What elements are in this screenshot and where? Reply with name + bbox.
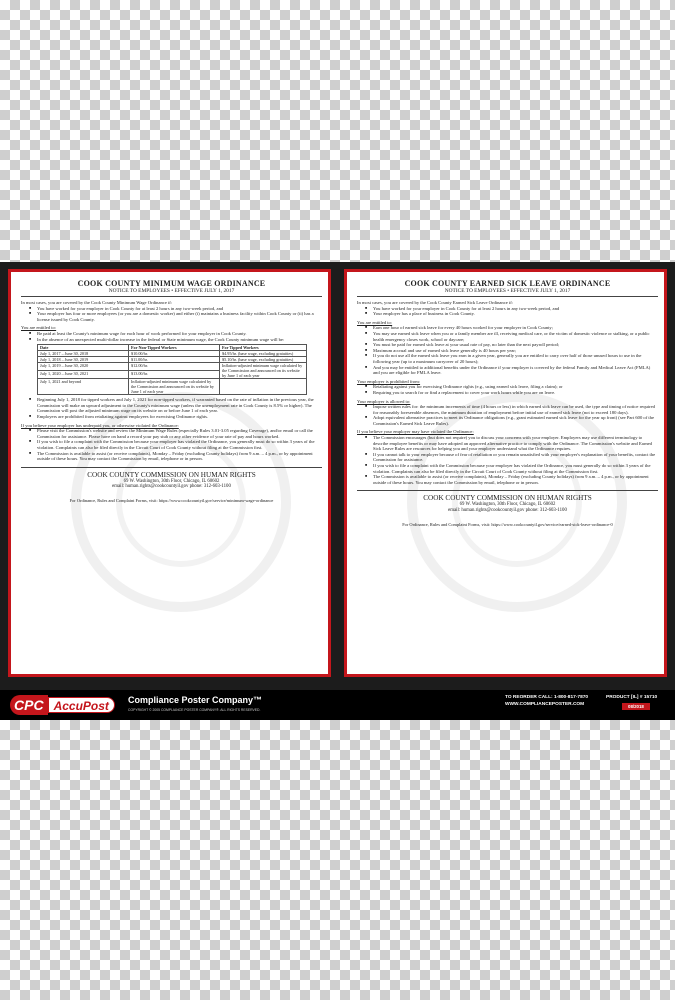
table-row: [38, 379, 307, 395]
minimum-wage-violated-heading: If you believe your employer has underpaid you, or otherwise violated the Ordinance:: [21, 422, 179, 428]
company-website[interactable]: WWW.COMPLIANCEPOSTER.COM: [505, 702, 585, 707]
sick-leave-entitled-heading: You are entitled to:: [357, 319, 393, 325]
sick-leave-allowed-list: [357, 404, 658, 426]
list-item: ■ The Commission is available to assist (or receive complaints), Monday – Friday (excluding County holidays) from 9 a.m. – 4 p.m., or by appointment outside of these hours. You may contact the Commission by email, telephone or in person.: [37, 451, 322, 462]
list-item: ■ The Commission is available to assist (or receive complaints), Monday – Friday (excluding County holidays) from 9 a.m. – 4 p.m., or by appointment outside of these hours. You may contact the Commission by email, telephone or in person.: [373, 474, 658, 485]
list-item: ■ Retaliating against you for exercising Ordinance rights (e.g., using earned sick leave, filing a claim); or: [373, 384, 658, 390]
list-item: ■ If you do not use all the earned sick leave you earn in a given year, generally you are entitled to carry over half of those unused hours to use in the following year (up to a maximum carryover of 20 hours);: [373, 353, 658, 364]
list-item: ■ Please visit the Commission's website and review the Minimum Wage Rules (especially Rules 3.01-3.05 regarding Coverage), and/or email or call the Commission for assistance. Please have on hand a record your pay stub or any other evidence of your rate of pay and hours worked.: [37, 428, 322, 439]
sick-leave-commission-block: [357, 490, 658, 513]
table-cell: Inflation-adjusted minimum wage calculated by the Commission and announced on its website by June 1 of each year: [220, 363, 307, 379]
minimum-wage-entitled-heading: You are entitled to:: [21, 325, 57, 331]
minimum-wage-panel: [8, 269, 331, 677]
list-item: ■ Adopt equivalent alternative practices to meet its Ordinance obligations (e.g., grant estimated earned sick leave for the year up front) (see Part 600 of the Commission's Earned Sick Leave Rules).: [373, 415, 658, 426]
minimum-wage-commission-block: [21, 467, 322, 490]
list-item: ■ Your employer has four or more employees (or you are a domestic worker) and either (i) maintains a business facility within Cook County or (ii) has a license issued by Cook County.: [37, 311, 322, 322]
reorder-phone[interactable]: TO REORDER CALL: 1-800-817-7870: [505, 695, 589, 700]
minimum-wage-intro: In most cases, you are covered by the Cook County Minimum Wage Ordinance if:: [21, 300, 173, 305]
revision-badge: 08/2018: [622, 703, 650, 710]
sick-leave-coverage-list: [357, 306, 658, 317]
sick-leave-prohibited-heading: Your employer is prohibited from:: [357, 378, 421, 384]
sick-leave-title: COOK COUNTY EARNED SICK LEAVE ORDINANCE: [404, 279, 611, 288]
sick-leave-violated-list: [357, 435, 658, 485]
minimum-wage-title: COOK COUNTY MINIMUM WAGE ORDINANCE: [77, 279, 266, 288]
sick-leave-intro: In most cases, you are covered by the Cook County Earned Sick Leave Ordinance if:: [357, 300, 514, 305]
list-item: ■ You may use earned sick leave when you or a family member are ill, receiving medical care, or the victim of domestic violence or stalking, or a public health emergency closes work, school or daycare;: [373, 331, 658, 342]
table-cell: July 1, 2020 – June 30, 2021: [38, 371, 129, 379]
table-cell: [220, 379, 307, 395]
table-cell: July 1, 2019 – June 30, 2020: [38, 363, 129, 371]
poster-panels: [8, 269, 667, 677]
list-item: ■ If you wish to file a complaint with the Commission because your employer has violated the Ordinance, you must generally do so within 3 years of the violation. Complaints can also be filed directly in the Circuit Court of Cook County without filing at the Commission first.: [373, 463, 658, 474]
commission-address: 69 W. Washington, 30th Floor, Chicago, IL 60602: [459, 502, 556, 508]
table-cell: $13.00/hr.: [129, 371, 220, 379]
list-item: ■ Maximum accrual and use of earned sick leave generally is 40 hours per year;: [373, 348, 658, 354]
table-header: For Tipped Workers: [220, 345, 307, 351]
list-item: ■ Requiring you to search for or find a replacement to cover your work hours while you are on leave.: [373, 390, 658, 396]
commission-name: COOK COUNTY COMMISSION ON HUMAN RIGHTS: [87, 470, 256, 479]
table-cell: $12.00/hr.: [129, 363, 220, 371]
table-header: For Non-Tipped Workers: [129, 345, 220, 351]
logo-accupost: AccuPost: [48, 697, 115, 713]
labor-law-poster: [0, 262, 675, 720]
table-cell: $11.00/hr.: [129, 357, 220, 363]
reorder-info: [505, 694, 588, 708]
list-item: ■ You must be paid for earned sick leave at your usual rate of pay, no later than the next payroll period;: [373, 342, 658, 348]
logo-cpc: CPC: [10, 695, 48, 715]
minimum-wage-table: [37, 344, 307, 395]
minimum-wage-subtitle: NOTICE TO EMPLOYEES • EFFECTIVE JULY 1, 2017: [21, 288, 322, 297]
table-cell: July 1, 2017 – June 30, 2018: [38, 351, 129, 357]
commission-contact: email: human.rights@cookcountyil.gov phone: 312-603-1100: [112, 484, 231, 490]
product-number: PRODUCT [IL] # 15710: [606, 695, 658, 700]
sick-leave-entitled-list: [357, 325, 658, 375]
minimum-wage-forms-link[interactable]: For Ordinance, Rules and Complaint Forms, visit: https://www.cookcountyil.gov/service/minimum-wage-ordinance: [69, 497, 274, 503]
sick-leave-forms-link[interactable]: For Ordinance, Rules and Complaint Forms, visit: https://www.cookcountyil.gov/service/earned-sick-leave-ordinance-0: [402, 521, 613, 527]
list-item: ■ The Commission encourages (but does not require) you to discuss your concerns with your employer. Employers may use different terminology to describe employee benefits or may have adopted an approved alternative practice to comply with the Ordinance. The Commission's website and Earned Sick Leave Rules are resources for helping you and your employer understand what the Ordinance requires.: [373, 435, 658, 452]
sick-leave-panel: [344, 269, 667, 677]
sick-leave-violated-heading: If you believe your employer may have violated the Ordinance:: [357, 429, 474, 435]
table-cell: $10.00/hr.: [129, 351, 220, 357]
list-item: ■ Employers are prohibited from retaliating against employees for exercising Ordinance rights.: [37, 414, 322, 420]
table-cell: $4.95/hr. (base wage, excluding gratuities): [220, 351, 307, 357]
minimum-wage-coverage-list: [21, 306, 322, 323]
brand-strip: [0, 690, 675, 720]
list-item: ■ Be paid at least the County's minimum wage for each hour of work performed for your employer in Cook County.: [37, 331, 322, 337]
table-row: [38, 363, 307, 371]
list-item: ■ If you cannot talk to your employer because of fear of retaliation or you remain unsatisfied with your employer's explanation of your benefits, contact the Commission for assistance.: [373, 452, 658, 463]
divider: [357, 490, 658, 491]
list-item: ■ You have worked for your employer in Cook County for at least 2 hours in any two-week period, and: [373, 306, 658, 312]
copyright-text: COPYRIGHT © 2005 COMPLIANCE POSTER COMPANY®. ALL RIGHTS RESERVED.: [128, 708, 261, 712]
minimum-wage-entitled-list: [21, 331, 322, 342]
list-item: ■ In the absence of an unexpected multi-dollar increase in the federal or State minimum wage, the Cook County minimum wage will be:: [37, 337, 322, 343]
divider: [21, 467, 322, 468]
commission-contact: email: human.rights@cookcountyil.gov phone: 312-603-1100: [448, 508, 567, 513]
commission-address: 69 W. Washington, 30th Floor, Chicago, IL 60602: [123, 478, 220, 484]
list-item: ■ Beginning July 1, 2018 for tipped workers and July 1, 2021 for non-tipped workers, if warranted based on the rate of inflation in the previous year, the Commission will make an upward adjustment to the County's minimum wage (unless the unemployment rate in Cook County is 8.5% or higher). The Commission will post the adjusted minimum wage on its website on or before June 1 of each year.: [37, 397, 322, 414]
list-item: ■ If you wish to file a complaint with the Commission because your employer has violated the Ordinance, you generally must do so within 3 years of the violation. Complaints can also be filed directly in the Circuit Court of Cook County without filing at the Commission first.: [37, 439, 322, 450]
minimum-wage-more-list: [21, 397, 322, 419]
list-item: ■ Impose written rules for: the minimum increments of time (4 hours or less) in which earned sick leave can be used, the type and timing of notice required for reasonably foreseeable absences, the minimum duration of employment before initial use of earned sick leave (not to exceed 180 days).: [373, 404, 658, 415]
sick-leave-prohibited-list: [357, 384, 658, 395]
list-item: ■ Earn one hour of earned sick leave for every 40 hours worked for your employer in Cook County;: [373, 325, 658, 331]
table-cell: $5.10/hr. (base wage, excluding gratuities): [220, 357, 307, 363]
table-cell: Inflation-adjusted minimum wage calculated by the Commission and announced on its website by June 1 of each year: [129, 379, 220, 395]
list-item: ■ You have worked for your employer in Cook County for at least 2 hours in any two-week period, and: [37, 306, 322, 312]
sick-leave-subtitle: NOTICE TO EMPLOYEES • EFFECTIVE JULY 1, 2017: [357, 288, 658, 297]
table-header: Date: [38, 345, 129, 351]
commission-name: COOK COUNTY COMMISSION ON HUMAN RIGHTS: [423, 494, 592, 503]
sick-leave-allowed-heading: Your employer is allowed to:: [357, 398, 411, 404]
list-item: ■ And you may be entitled to additional benefits under the Ordinance if your employer is covered by the federal Family and Medical Leave Act (FMLA) and you are eligible for FMLA leave.: [373, 365, 658, 376]
list-item: ■ Your employer has a place of business in Cook County.: [373, 311, 658, 317]
accupost-logo: [10, 695, 115, 715]
table-cell: July 1, 2018 – June 30, 2019: [38, 357, 129, 363]
company-name: Compliance Poster Company™: [128, 695, 263, 705]
table-cell: July 1, 2021 and beyond: [38, 379, 129, 395]
minimum-wage-violated-list: [21, 428, 322, 462]
